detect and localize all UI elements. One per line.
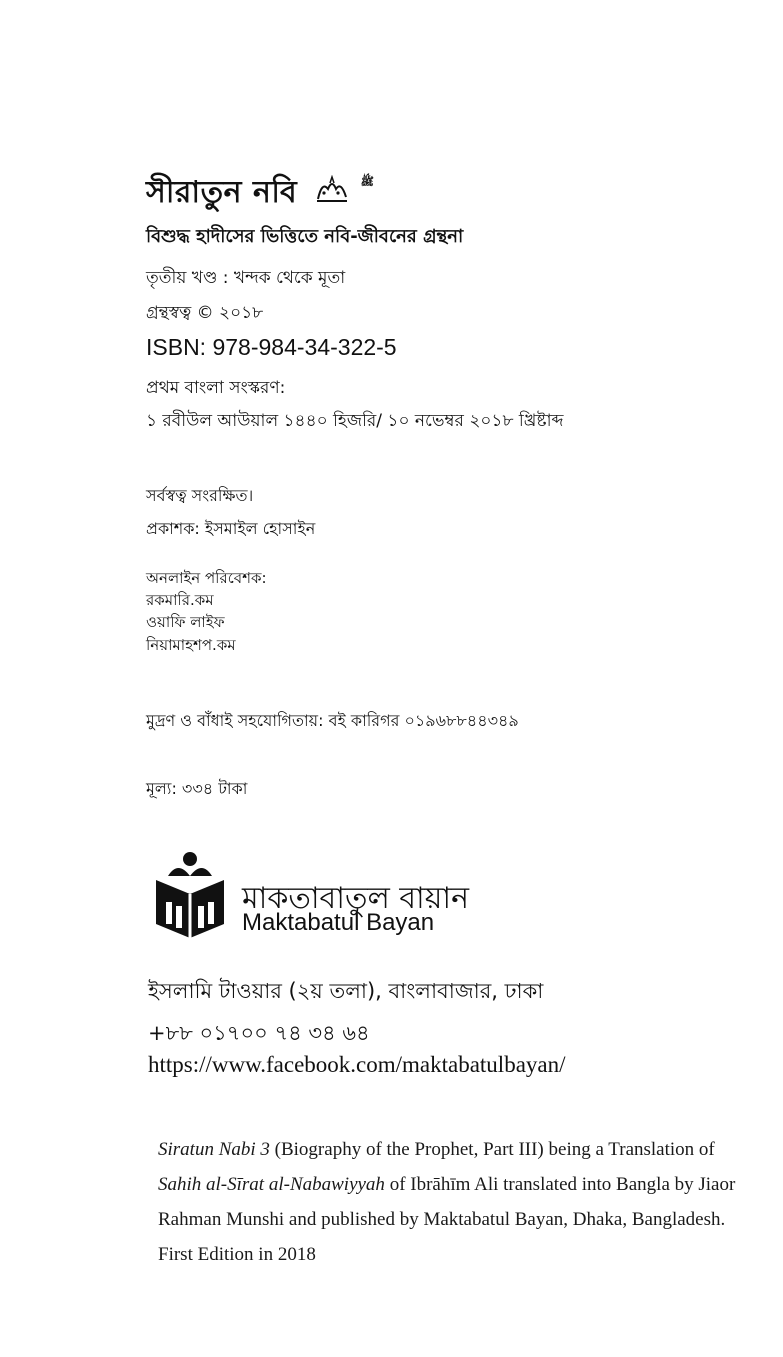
publisher-brand-english: Maktabatul Bayan bbox=[242, 909, 435, 936]
publisher-phone: +৮৮ ০১৭০০ ৭৪ ৩৪ ৬৪ bbox=[148, 1021, 370, 1045]
distributor-item: রকমারি.কম bbox=[146, 591, 214, 609]
isbn: ISBN: 978-984-34-322-5 bbox=[146, 334, 397, 360]
printing-credit: মুদ্রণ ও বাঁধাই সহযোগিতায়: বই কারিগর ০১৯৬৮৮৪৪৩৪৯ bbox=[146, 711, 519, 730]
book-subtitle: বিশুদ্ধ হাদীসের ভিত্তিতে নবি-জীবনের গ্রন্থনা bbox=[146, 226, 464, 247]
colophon-text: (Biography of the Prophet, Part III) being a Translation of bbox=[269, 1139, 715, 1160]
publisher-line: প্রকাশক: ইসমাইল হোসাইন bbox=[146, 519, 316, 538]
rights-reserved: সর্বস্বত্ব সংরক্ষিত। bbox=[146, 486, 254, 505]
colophon-title: Siratun Nabi 3 bbox=[158, 1139, 270, 1160]
volume-info: তৃতীয় খণ্ড : খন্দক থেকে মূতা bbox=[146, 268, 346, 288]
book-title bbox=[146, 168, 374, 219]
distributor-item: ওয়াফি লাইফ bbox=[146, 613, 225, 631]
publisher-address: ইসলামি টাওয়ার (২য় তলা), বাংলাবাজার, ঢাকা bbox=[148, 979, 544, 1003]
publisher-brand-bangla: মাকতাবাতুল বায়ান bbox=[242, 881, 470, 916]
copyright-line: গ্রন্থস্বত্ব © ২০১৮ bbox=[146, 303, 264, 323]
salawat-text: ﷺ bbox=[360, 174, 374, 188]
edition-label: প্রথম বাংলা সংস্করণ: bbox=[146, 378, 286, 398]
publisher-website-link[interactable]: https://www.facebook.com/maktabatulbayan/ bbox=[148, 1052, 566, 1077]
colophon-original-title: Sahih al-Sīrat al-Nabawiyyah bbox=[158, 1174, 385, 1195]
online-distributors-label: অনলাইন পরিবেশক: bbox=[146, 569, 267, 587]
book-stack-logo-icon bbox=[150, 850, 230, 940]
salawat-calligraphy-icon bbox=[314, 175, 374, 213]
colophon-text: of Ibrāhīm Ali translated into Bangla by Jiaor Rahman Munshi and published by Maktabatul Bayan, Dhaka, Bangladesh. First Edition in 2018 bbox=[158, 1174, 736, 1265]
edition-date: ১ রবীউল আউয়াল ১৪৪০ হিজরি/ ১০ নভেম্বর ২০১৮ খ্রিষ্টাব্দ bbox=[146, 411, 564, 431]
distributor-item: নিয়ামাহশপ.কম bbox=[146, 636, 236, 654]
price: মূল্য: ৩৩৪ টাকা bbox=[146, 779, 248, 798]
book-title-text: সীরাতুন নবি bbox=[146, 175, 298, 210]
english-colophon bbox=[158, 1132, 748, 1272]
